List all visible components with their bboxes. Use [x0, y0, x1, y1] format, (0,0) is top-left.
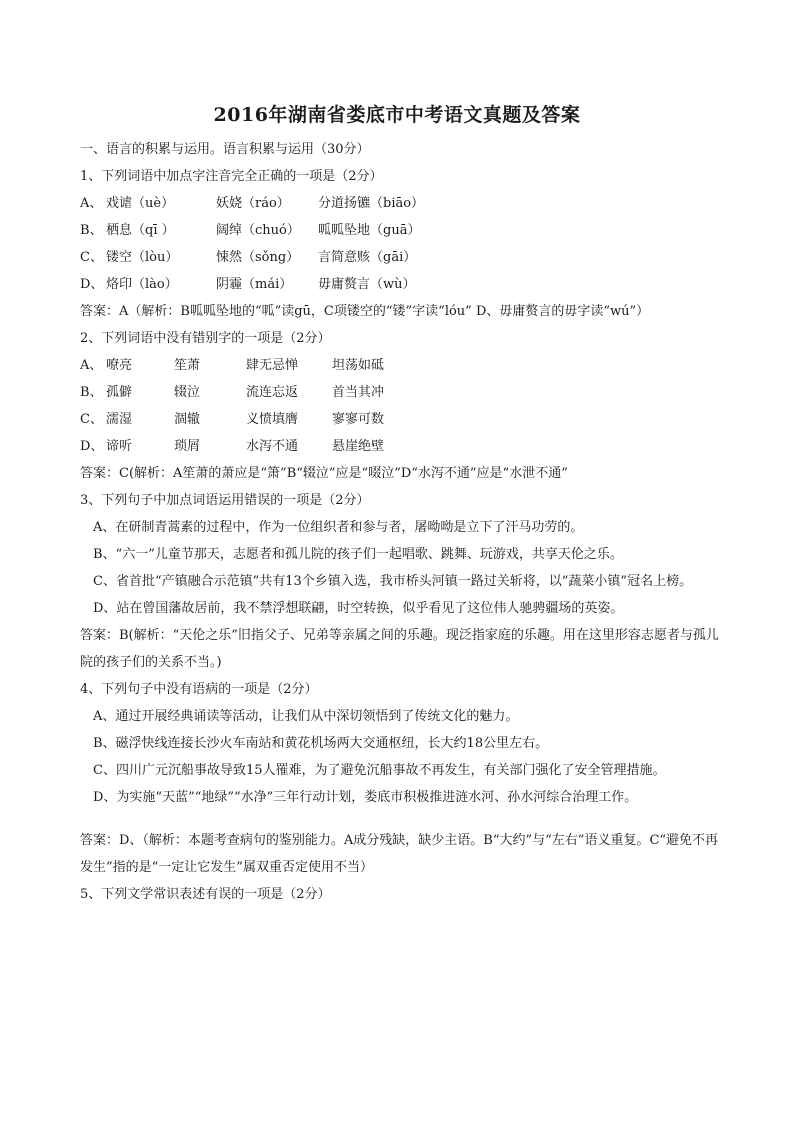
option-word: 义愤填膺 [246, 412, 299, 427]
option-word: 烙印（lào） [106, 277, 178, 292]
option-word: 寥寥可数 [332, 412, 385, 427]
option-word: 濡湿 [106, 412, 133, 427]
option-word: 流连忘返 [246, 385, 299, 400]
q2-option-a [80, 352, 720, 379]
question-4-stem: 4、下列句子中没有语病的一项是（2分） [80, 682, 318, 697]
option-word: 嘹亮 [106, 358, 133, 373]
option-letter: C、 [80, 412, 103, 427]
q4-option-d: D、为实施“天蓝”“地绿”“水净”三年行动计划，娄底市积极推进涟水河、孙水河综合治理工作。 [93, 790, 638, 805]
q3-option-a: A、在研制青蒿素的过程中，作为一位组织者和参与者，屠呦呦是立下了汗马功劳的。 [93, 520, 584, 535]
option-word: 坦荡如砥 [332, 358, 385, 373]
option-letter: D、 [80, 277, 104, 292]
question-1-answer: 答案：A（解析：B呱呱坠地的“呱”读gū，C项镂空的“镂”字读“lóu” D、毋庸赘言的毋字读“wú”） [80, 304, 650, 319]
option-word: 悚然（sǒng） [216, 250, 300, 265]
option-letter: D、 [80, 439, 104, 454]
option-word: 妖娆（ráo） [216, 196, 290, 211]
question-1-stem: 1、下列词语中加点字注音完全正确的一项是（2分） [80, 169, 383, 184]
q1-option-a [80, 190, 720, 217]
q4-option-b: B、磁浮快线连接长沙火车南站和黄花机场两大交通枢纽，长大约18公里左右。 [93, 736, 549, 751]
option-letter: B、 [80, 385, 103, 400]
option-letter: A、 [80, 196, 103, 211]
option-word: 言简意赅（gāi） [318, 250, 417, 265]
option-word: 镂空（lòu） [106, 250, 179, 265]
q3-option-b: B、“六一”儿童节那天，志愿者和孤儿院的孩子们一起唱歌、跳舞、玩游戏，共享天伦之乐。 [93, 547, 623, 562]
option-word: 栖息（qī ） [106, 223, 175, 238]
option-word: 水泻不通 [246, 439, 299, 454]
option-word: 辍泣 [174, 385, 201, 400]
question-3-answer: 答案：B(解析：“天伦之乐”旧指父子、兄弟等亲属之间的乐趣。现泛指家庭的乐趣。用在这里形容志愿者与孤儿院的孩子们的关系不当。) [80, 628, 719, 670]
q4-option-a: A、通过开展经典诵读等活动，让我们从中深切领悟到了传统文化的魅力。 [93, 709, 519, 724]
question-5-stem: 5、下列文学常识表述有误的一项是（2分） [80, 887, 331, 902]
q1-option-d [80, 271, 720, 298]
q4-option-c: C、四川广元沉船事故导致15人罹难，为了避免沉船事故不再发生，有关部门强化了安全管理措施。 [93, 763, 666, 778]
q1-option-c [80, 244, 720, 271]
option-word: 涸辙 [174, 412, 201, 427]
question-3-stem: 3、下列句子中加点词语运用错误的一项是（2分） [80, 493, 370, 508]
option-word: 呱呱坠地（guā） [318, 223, 421, 238]
option-letter: B、 [80, 223, 103, 238]
option-word: 琐屑 [174, 439, 201, 454]
option-word: 孤僻 [106, 385, 133, 400]
option-word: 笙萧 [174, 358, 201, 373]
q3-option-c: C、省首批“产镇融合示范镇”共有13个乡镇入选，我市桥头河镇一路过关斩将，以“蔬菜小镇”冠名上榜。 [93, 574, 693, 589]
q1-option-b [80, 217, 720, 244]
blank-spacer [80, 811, 720, 827]
section-heading: 一、语言的积累与运用。语言积累与运用（30分） [80, 142, 370, 157]
q3-option-d: D、站在曾国藩故居前，我不禁浮想联翩，时空转换，似乎看见了这位伟人驰骋疆场的英姿。 [93, 601, 624, 616]
question-2-stem: 2、下列词语中没有错别字的一项是（2分） [80, 331, 331, 346]
option-word: 谛听 [106, 439, 133, 454]
option-letter: C、 [80, 250, 103, 265]
option-word: 首当其冲 [332, 385, 385, 400]
option-word: 毋庸赘言（wù） [318, 277, 416, 292]
question-4-answer: 答案：D、（解析：本题考查病句的鉴别能力。A成分残缺，缺少主语。B“大约”与“左右”语义重复。C“避免不再发生”指的是“一定让它发生”属双重否定使用不当） [80, 833, 719, 875]
option-word: 肆无忌惮 [246, 358, 299, 373]
option-word: 分道扬镳（biāo） [318, 196, 425, 211]
document-body [80, 136, 720, 908]
option-word: 阔绰（chuó） [216, 223, 300, 238]
question-2-answer: 答案：C(解析：A笙萧的萧应是“箫”B“辍泣”应是“啜泣”D“水泻不通”应是“水泄不通” [80, 466, 568, 481]
page-title: 2016年湖南省娄底市中考语文真题及答案 [213, 104, 581, 126]
option-word: 戏谑（uè） [106, 196, 175, 211]
q2-option-b [80, 379, 720, 406]
option-word: 阴霾（mái） [216, 277, 293, 292]
option-letter: A、 [80, 358, 103, 373]
option-word: 悬崖绝壁 [332, 439, 385, 454]
q2-option-d [80, 433, 720, 460]
q2-option-c [80, 406, 720, 433]
